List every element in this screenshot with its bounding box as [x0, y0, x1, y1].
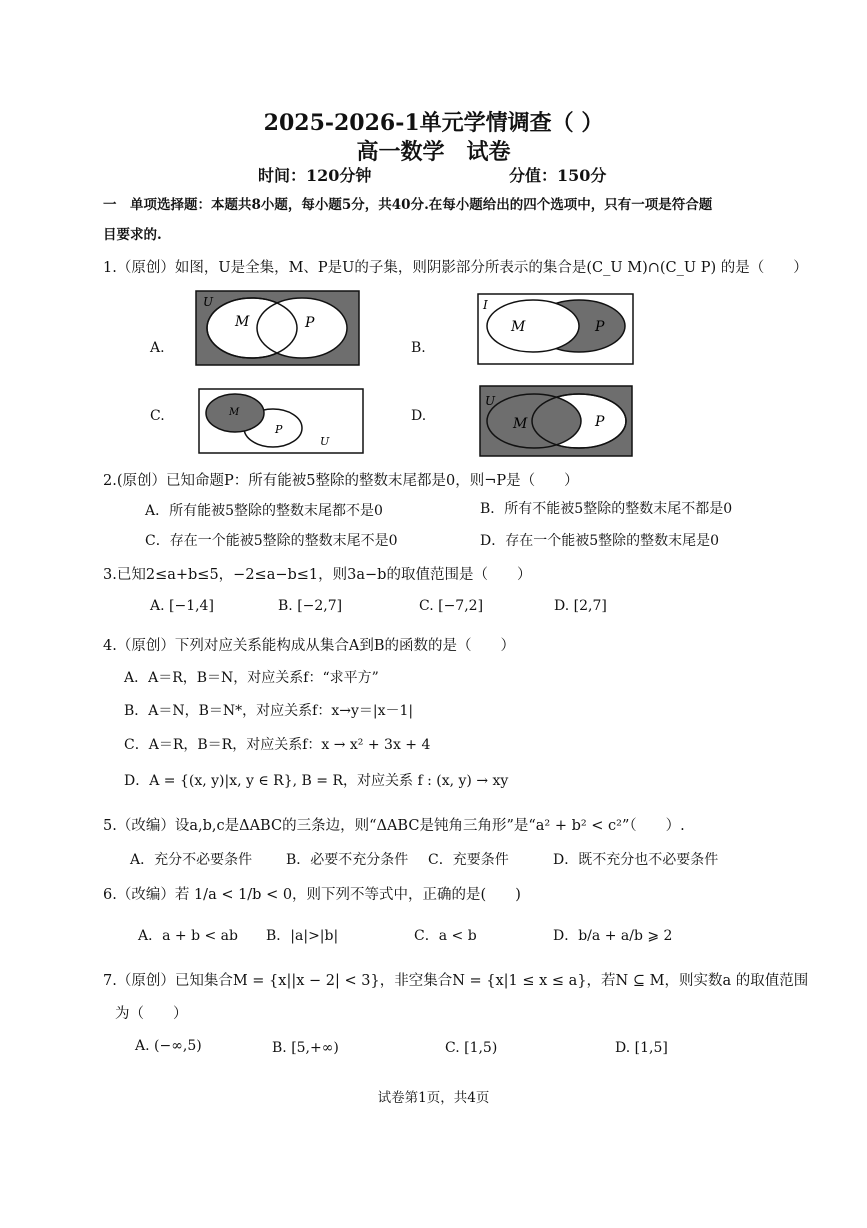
label-p: P	[595, 319, 605, 335]
exam-time: 时间：120分钟	[258, 166, 372, 185]
venn-diagram-c	[198, 388, 364, 454]
q6-option-c: C．a < b	[414, 928, 477, 944]
q2-option-d: D．存在一个能被5整除的整数末尾是0	[480, 533, 720, 549]
q4-option-c: C．A＝R，B＝R，对应关系f：x → x² + 3x + 4	[124, 737, 431, 753]
venn-diagram-d	[479, 385, 633, 457]
question-number: 2.	[103, 473, 117, 489]
section-intro-line2: 目要求的.	[103, 227, 162, 243]
q4-option-a: A．A＝R，B＝N，对应关系f：“求平方”	[124, 670, 379, 686]
question-3	[103, 563, 531, 584]
q5-option-c: C．充要条件	[428, 852, 509, 868]
label-u: U	[485, 394, 496, 408]
question-1	[103, 256, 808, 277]
q1-option-b-label: B.	[411, 340, 426, 356]
question-stem: （原创）下列对应关系能构成从集合A到B的函数的是（ ）	[116, 638, 515, 654]
q6-option-a: A．a + b < ab	[138, 928, 238, 944]
question-7	[103, 969, 808, 990]
q2-option-a: A．所有能被5整除的整数末尾都不是0	[145, 503, 383, 519]
question-number: 3.	[103, 567, 117, 583]
q1-option-a-label: A.	[150, 340, 165, 356]
set-m-ellipse	[487, 394, 581, 448]
q6-option-b: B．|a|>|b|	[266, 928, 339, 944]
label-m: M	[513, 416, 528, 432]
q3-option-a: A. [−1,4]	[150, 598, 214, 614]
label-m: M	[511, 319, 526, 335]
exam-score: 分值：150分	[509, 166, 607, 185]
exam-subtitle: 高一数学 试卷	[356, 139, 511, 165]
q3-option-b: B. [−2,7]	[278, 598, 343, 614]
question-5	[103, 814, 685, 835]
label-p: P	[275, 423, 283, 436]
set-m-ellipse	[487, 300, 579, 352]
q5-option-d: D．既不充分也不必要条件	[553, 852, 719, 868]
label-u: U	[320, 435, 330, 448]
q1-option-c-label: C.	[150, 408, 165, 424]
label-m: M	[229, 407, 240, 418]
label-p: P	[305, 315, 315, 331]
question-stem-line1: （原创）已知集合M = {x||x − 2| < 3}，非空集合N = {x|1 ≤ x ≤ a}，若N ⊆ M，则实数a 的取值范围	[116, 973, 809, 989]
q3-option-c: C. [−7,2]	[419, 598, 484, 614]
label-p: P	[595, 414, 605, 430]
q7-option-a: A. (−∞,5)	[135, 1038, 202, 1054]
section-intro-line1: 一 单项选择题：本题共8小题，每小题5分，共40分.在每小题给出的四个选项中，只有一项是符合题	[103, 197, 713, 213]
venn-diagram-a	[195, 290, 360, 366]
q7-option-c: C. [1,5)	[445, 1040, 498, 1056]
q4-option-d: D．A = {(x, y)|x, y ∈ R}, B = R，对应关系 f : (x, y) → xy	[124, 773, 509, 789]
q5-option-a: A．充分不必要条件	[130, 852, 253, 868]
question-number: 4.	[103, 638, 117, 654]
question-number: 5.	[103, 818, 117, 834]
q1-option-d-label: D.	[411, 408, 427, 424]
question-6	[103, 883, 521, 904]
q5-option-b: B．必要不充分条件	[286, 852, 409, 868]
q6-option-d: D．b/a + a/b ⩾ 2	[553, 928, 673, 944]
venn-diagram-b	[477, 293, 634, 365]
q2-option-c: C．存在一个能被5整除的整数末尾不是0	[145, 533, 398, 549]
question-7-line2: 为（ ）	[115, 1006, 188, 1022]
question-stem: 已知2≤a+b≤5，−2≤a−b≤1，则3a−b的取值范围是（ ）	[116, 567, 532, 583]
question-4	[103, 634, 515, 655]
question-stem: （改编）设a,b,c是ΔABC的三条边，则“ΔABC是钝角三角形”是“a² + b² < c²”（ ）.	[116, 818, 685, 834]
set-p-ellipse	[257, 298, 347, 358]
q7-option-b: B. [5,+∞)	[272, 1040, 339, 1056]
question-2	[103, 469, 579, 490]
label-u: U	[203, 295, 214, 309]
page-footer: 试卷第1页，共4页	[377, 1090, 490, 1106]
question-number: 7.	[103, 973, 117, 989]
q4-option-b: B．A＝N，B＝N*，对应关系f：x→y＝|x－1|	[124, 703, 414, 719]
question-number: 1.	[103, 260, 117, 276]
question-stem: （原创）如图，U是全集，M、P是U的子集，则阴影部分所表示的集合是(C_U M)∩(C_U P) 的是（ ）	[116, 260, 808, 276]
question-stem: (原创）已知命题P：所有能被5整除的整数末尾都是0，则¬P是（ ）	[116, 473, 579, 489]
question-stem: （改编）若 1/a < 1/b < 0，则下列不等式中，正确的是( )	[116, 887, 521, 903]
question-number: 6.	[103, 887, 117, 903]
exam-title: 2025-2026-1单元学情调查（ ）	[263, 110, 604, 136]
q3-option-d: D. [2,7]	[554, 598, 607, 614]
q7-option-d: D. [1,5]	[615, 1040, 668, 1056]
q2-option-b: B．所有不能被5整除的整数末尾不都是0	[480, 501, 733, 517]
label-i: I	[483, 298, 488, 312]
label-m: M	[235, 314, 250, 330]
